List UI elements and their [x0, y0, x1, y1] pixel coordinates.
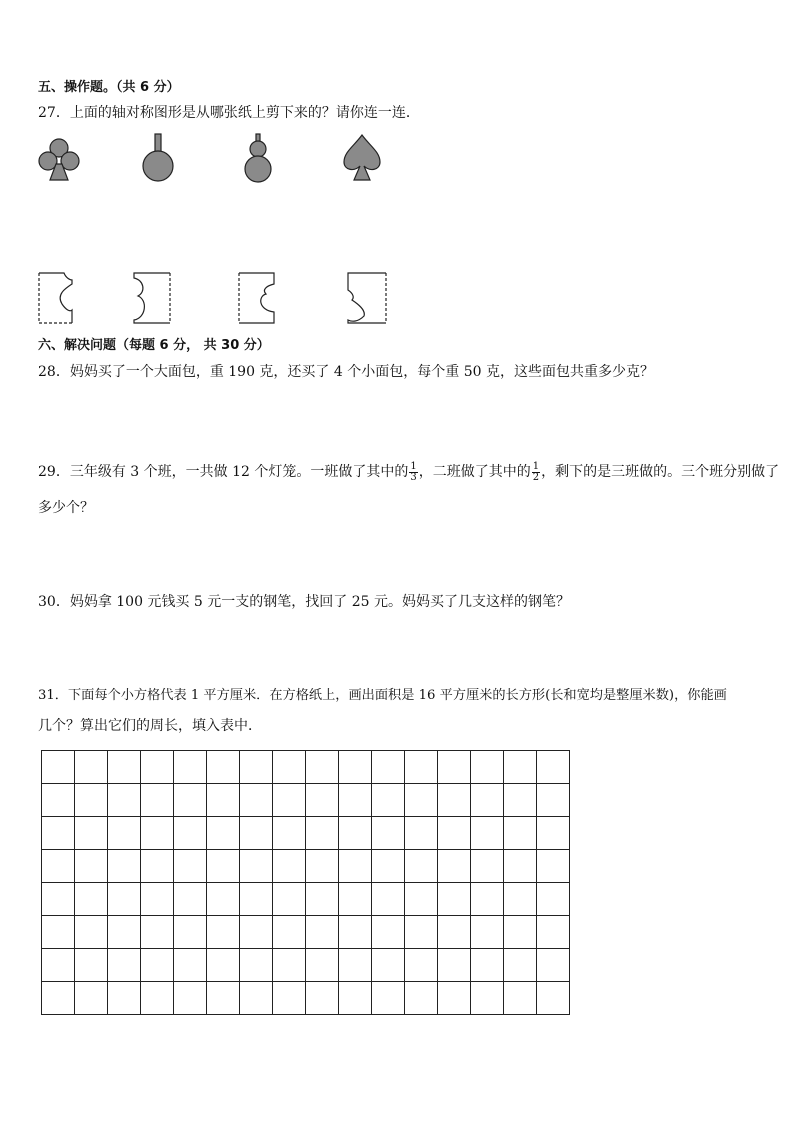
- grid-cell[interactable]: [42, 751, 75, 784]
- grid-cell[interactable]: [438, 982, 471, 1015]
- grid-cell[interactable]: [141, 850, 174, 883]
- grid-cell[interactable]: [372, 817, 405, 850]
- club-shape-icon: [36, 136, 82, 184]
- grid-cell[interactable]: [141, 817, 174, 850]
- grid-cell[interactable]: [108, 949, 141, 982]
- half-paper-club-icon: [36, 270, 78, 326]
- fraction-one-half: $\frac{1}{2}$: [532, 460, 540, 483]
- grid-cell[interactable]: [306, 817, 339, 850]
- grid-cell[interactable]: [372, 883, 405, 916]
- grid-cell[interactable]: [42, 982, 75, 1015]
- grid-cell[interactable]: [42, 916, 75, 949]
- grid-cell[interactable]: [438, 784, 471, 817]
- grid-cell[interactable]: [273, 883, 306, 916]
- grid-cell[interactable]: [141, 916, 174, 949]
- grid-row: [42, 982, 570, 1015]
- grid-row: [42, 751, 570, 784]
- grid-cell[interactable]: [405, 883, 438, 916]
- grid-cell[interactable]: [405, 751, 438, 784]
- grid-cell[interactable]: [240, 949, 273, 982]
- grid-cell[interactable]: [273, 751, 306, 784]
- grid-cell[interactable]: [306, 850, 339, 883]
- grid-cell[interactable]: [240, 982, 273, 1015]
- grid-cell[interactable]: [75, 982, 108, 1015]
- grid-cell[interactable]: [75, 751, 108, 784]
- grid-cell[interactable]: [306, 949, 339, 982]
- grid-cell[interactable]: [405, 784, 438, 817]
- grid-cell[interactable]: [141, 982, 174, 1015]
- grid-cell[interactable]: [108, 817, 141, 850]
- grid-cell[interactable]: [372, 916, 405, 949]
- question-31-line-2: 几个？算出它们的周长，填入表中．: [38, 718, 262, 734]
- grid-cell[interactable]: [306, 982, 339, 1015]
- question-29-text-part-2: ，二班做了其中的: [418, 464, 531, 480]
- grid-cell[interactable]: [75, 817, 108, 850]
- grid-cell[interactable]: [174, 850, 207, 883]
- grid-cell[interactable]: [306, 784, 339, 817]
- fraction-one-third: $\frac{1}{3}$: [410, 460, 417, 483]
- grid-cell[interactable]: [537, 850, 570, 883]
- grid-cell[interactable]: [42, 883, 75, 916]
- grid-cell[interactable]: [273, 850, 306, 883]
- grid-cell[interactable]: [174, 982, 207, 1015]
- half-paper-bottle-icon: [236, 270, 278, 326]
- grid-cell[interactable]: [471, 751, 504, 784]
- round-bottle-shape-icon: [140, 132, 176, 184]
- grid-cell[interactable]: [174, 751, 207, 784]
- section-5-heading: 五、操作题。（共 6 分）: [38, 80, 180, 95]
- grid-row: [42, 817, 570, 850]
- grid-cell[interactable]: [339, 751, 372, 784]
- grid-cell[interactable]: [141, 949, 174, 982]
- grid-cell[interactable]: [438, 751, 471, 784]
- grid-cell[interactable]: [405, 916, 438, 949]
- grid-cell[interactable]: [471, 817, 504, 850]
- grid-cell[interactable]: [207, 949, 240, 982]
- grid-cell[interactable]: [339, 850, 372, 883]
- grid-cell[interactable]: [537, 883, 570, 916]
- grid-cell[interactable]: [240, 784, 273, 817]
- grid-cell[interactable]: [504, 784, 537, 817]
- grid-cell[interactable]: [339, 784, 372, 817]
- grid-row: [42, 850, 570, 883]
- grid-cell[interactable]: [174, 883, 207, 916]
- grid-cell[interactable]: [438, 850, 471, 883]
- grid-cell[interactable]: [504, 817, 537, 850]
- grid-cell[interactable]: [108, 883, 141, 916]
- grid-cell[interactable]: [504, 850, 537, 883]
- grid-cell[interactable]: [75, 949, 108, 982]
- grid-cell[interactable]: [42, 850, 75, 883]
- grid-cell[interactable]: [75, 916, 108, 949]
- square-grid-paper[interactable]: [41, 750, 570, 1015]
- grid-cell[interactable]: [372, 784, 405, 817]
- grid-cell[interactable]: [42, 784, 75, 817]
- grid-cell[interactable]: [504, 916, 537, 949]
- grid-cell[interactable]: [75, 784, 108, 817]
- question-29-line-1: [38, 458, 779, 486]
- grid-cell[interactable]: [471, 850, 504, 883]
- grid-cell[interactable]: [207, 916, 240, 949]
- question-28-text: 28．妈妈买了一个大面包，重 190 克，还买了 4 个小面包，每个重 50 克，这些面包共重多少克？: [38, 364, 654, 380]
- grid-cell[interactable]: [207, 883, 240, 916]
- grid-cell[interactable]: [42, 817, 75, 850]
- grid-cell[interactable]: [537, 751, 570, 784]
- grid-cell[interactable]: [240, 916, 273, 949]
- grid-cell[interactable]: [108, 850, 141, 883]
- grid-cell[interactable]: [141, 784, 174, 817]
- grid-row: [42, 916, 570, 949]
- question-30-text: 30．妈妈拿 100 元钱买 5 元一支的钢笔，找回了 25 元。妈妈买了几支这样的钢笔？: [38, 594, 570, 610]
- gourd-shape-icon: [240, 132, 276, 184]
- grid-cell[interactable]: [273, 949, 306, 982]
- grid-cell[interactable]: [42, 949, 75, 982]
- grid-cell[interactable]: [207, 817, 240, 850]
- grid-row: [42, 883, 570, 916]
- grid-cell[interactable]: [339, 916, 372, 949]
- grid-cell[interactable]: [537, 817, 570, 850]
- grid-cell[interactable]: [108, 916, 141, 949]
- grid-cell[interactable]: [273, 982, 306, 1015]
- grid-cell[interactable]: [339, 883, 372, 916]
- grid-cell[interactable]: [174, 817, 207, 850]
- grid-cell[interactable]: [471, 784, 504, 817]
- grid-cell[interactable]: [306, 751, 339, 784]
- grid-cell[interactable]: [405, 982, 438, 1015]
- grid-cell[interactable]: [174, 784, 207, 817]
- grid-cell[interactable]: [207, 751, 240, 784]
- grid-cell[interactable]: [339, 817, 372, 850]
- grid-cell[interactable]: [240, 850, 273, 883]
- grid-cell[interactable]: [504, 982, 537, 1015]
- grid-cell[interactable]: [306, 916, 339, 949]
- grid-cell[interactable]: [471, 883, 504, 916]
- grid-cell[interactable]: [306, 883, 339, 916]
- grid-cell[interactable]: [108, 982, 141, 1015]
- grid-cell[interactable]: [372, 751, 405, 784]
- grid-cell[interactable]: [339, 982, 372, 1015]
- section-6-heading: 六、解决问题（每题 6 分， 共 30 分）: [38, 338, 270, 353]
- grid-cell[interactable]: [273, 817, 306, 850]
- grid-cell[interactable]: [240, 883, 273, 916]
- grid-cell[interactable]: [207, 982, 240, 1015]
- grid-cell[interactable]: [174, 949, 207, 982]
- grid-cell[interactable]: [372, 949, 405, 982]
- grid-cell[interactable]: [405, 817, 438, 850]
- grid-cell[interactable]: [174, 916, 207, 949]
- half-paper-gourd-icon: [130, 270, 174, 326]
- grid-cell[interactable]: [75, 850, 108, 883]
- grid-cell[interactable]: [537, 784, 570, 817]
- grid-cell[interactable]: [438, 817, 471, 850]
- grid-cell[interactable]: [207, 850, 240, 883]
- grid-cell[interactable]: [537, 982, 570, 1015]
- grid-cell[interactable]: [108, 751, 141, 784]
- grid-cell[interactable]: [141, 751, 174, 784]
- grid-cell[interactable]: [240, 751, 273, 784]
- question-29-text-part-3: ，剩下的是三班做的。三个班分别做了: [541, 464, 780, 480]
- grid-row: [42, 784, 570, 817]
- grid-cell[interactable]: [339, 949, 372, 982]
- grid-cell[interactable]: [471, 916, 504, 949]
- grid-cell[interactable]: [504, 883, 537, 916]
- grid-cell[interactable]: [273, 784, 306, 817]
- grid-cell[interactable]: [372, 982, 405, 1015]
- question-31-line-1: 31．下面每个小方格代表 1 平方厘米．在方格纸上，画出面积是 16 平方厘米的长方形(长和宽均是整厘米数)，你能画: [38, 688, 727, 703]
- grid-cell[interactable]: [273, 916, 306, 949]
- grid-cell[interactable]: [108, 784, 141, 817]
- grid-cell[interactable]: [75, 883, 108, 916]
- grid-cell[interactable]: [207, 784, 240, 817]
- grid-cell[interactable]: [405, 949, 438, 982]
- question-29-line-2: 多少个？: [38, 500, 94, 516]
- grid-cell[interactable]: [240, 817, 273, 850]
- grid-cell[interactable]: [537, 916, 570, 949]
- grid-row: [42, 949, 570, 982]
- grid-cell[interactable]: [438, 916, 471, 949]
- grid-cell[interactable]: [504, 949, 537, 982]
- grid-cell[interactable]: [372, 850, 405, 883]
- question-27-text: 27．上面的轴对称图形是从哪张纸上剪下来的？请你连一连．: [38, 105, 420, 121]
- grid-cell[interactable]: [438, 949, 471, 982]
- question-29-text-part-1: 29．三年级有 3 个班，一共做 12 个灯笼。一班做了其中的: [38, 464, 409, 480]
- grid-cell[interactable]: [141, 883, 174, 916]
- grid-cell[interactable]: [537, 949, 570, 982]
- half-paper-spade-icon: [344, 270, 390, 326]
- grid-cell[interactable]: [504, 751, 537, 784]
- spade-shape-icon: [340, 132, 384, 184]
- grid-cell[interactable]: [438, 883, 471, 916]
- grid-cell[interactable]: [471, 982, 504, 1015]
- grid-cell[interactable]: [405, 850, 438, 883]
- grid-cell[interactable]: [471, 949, 504, 982]
